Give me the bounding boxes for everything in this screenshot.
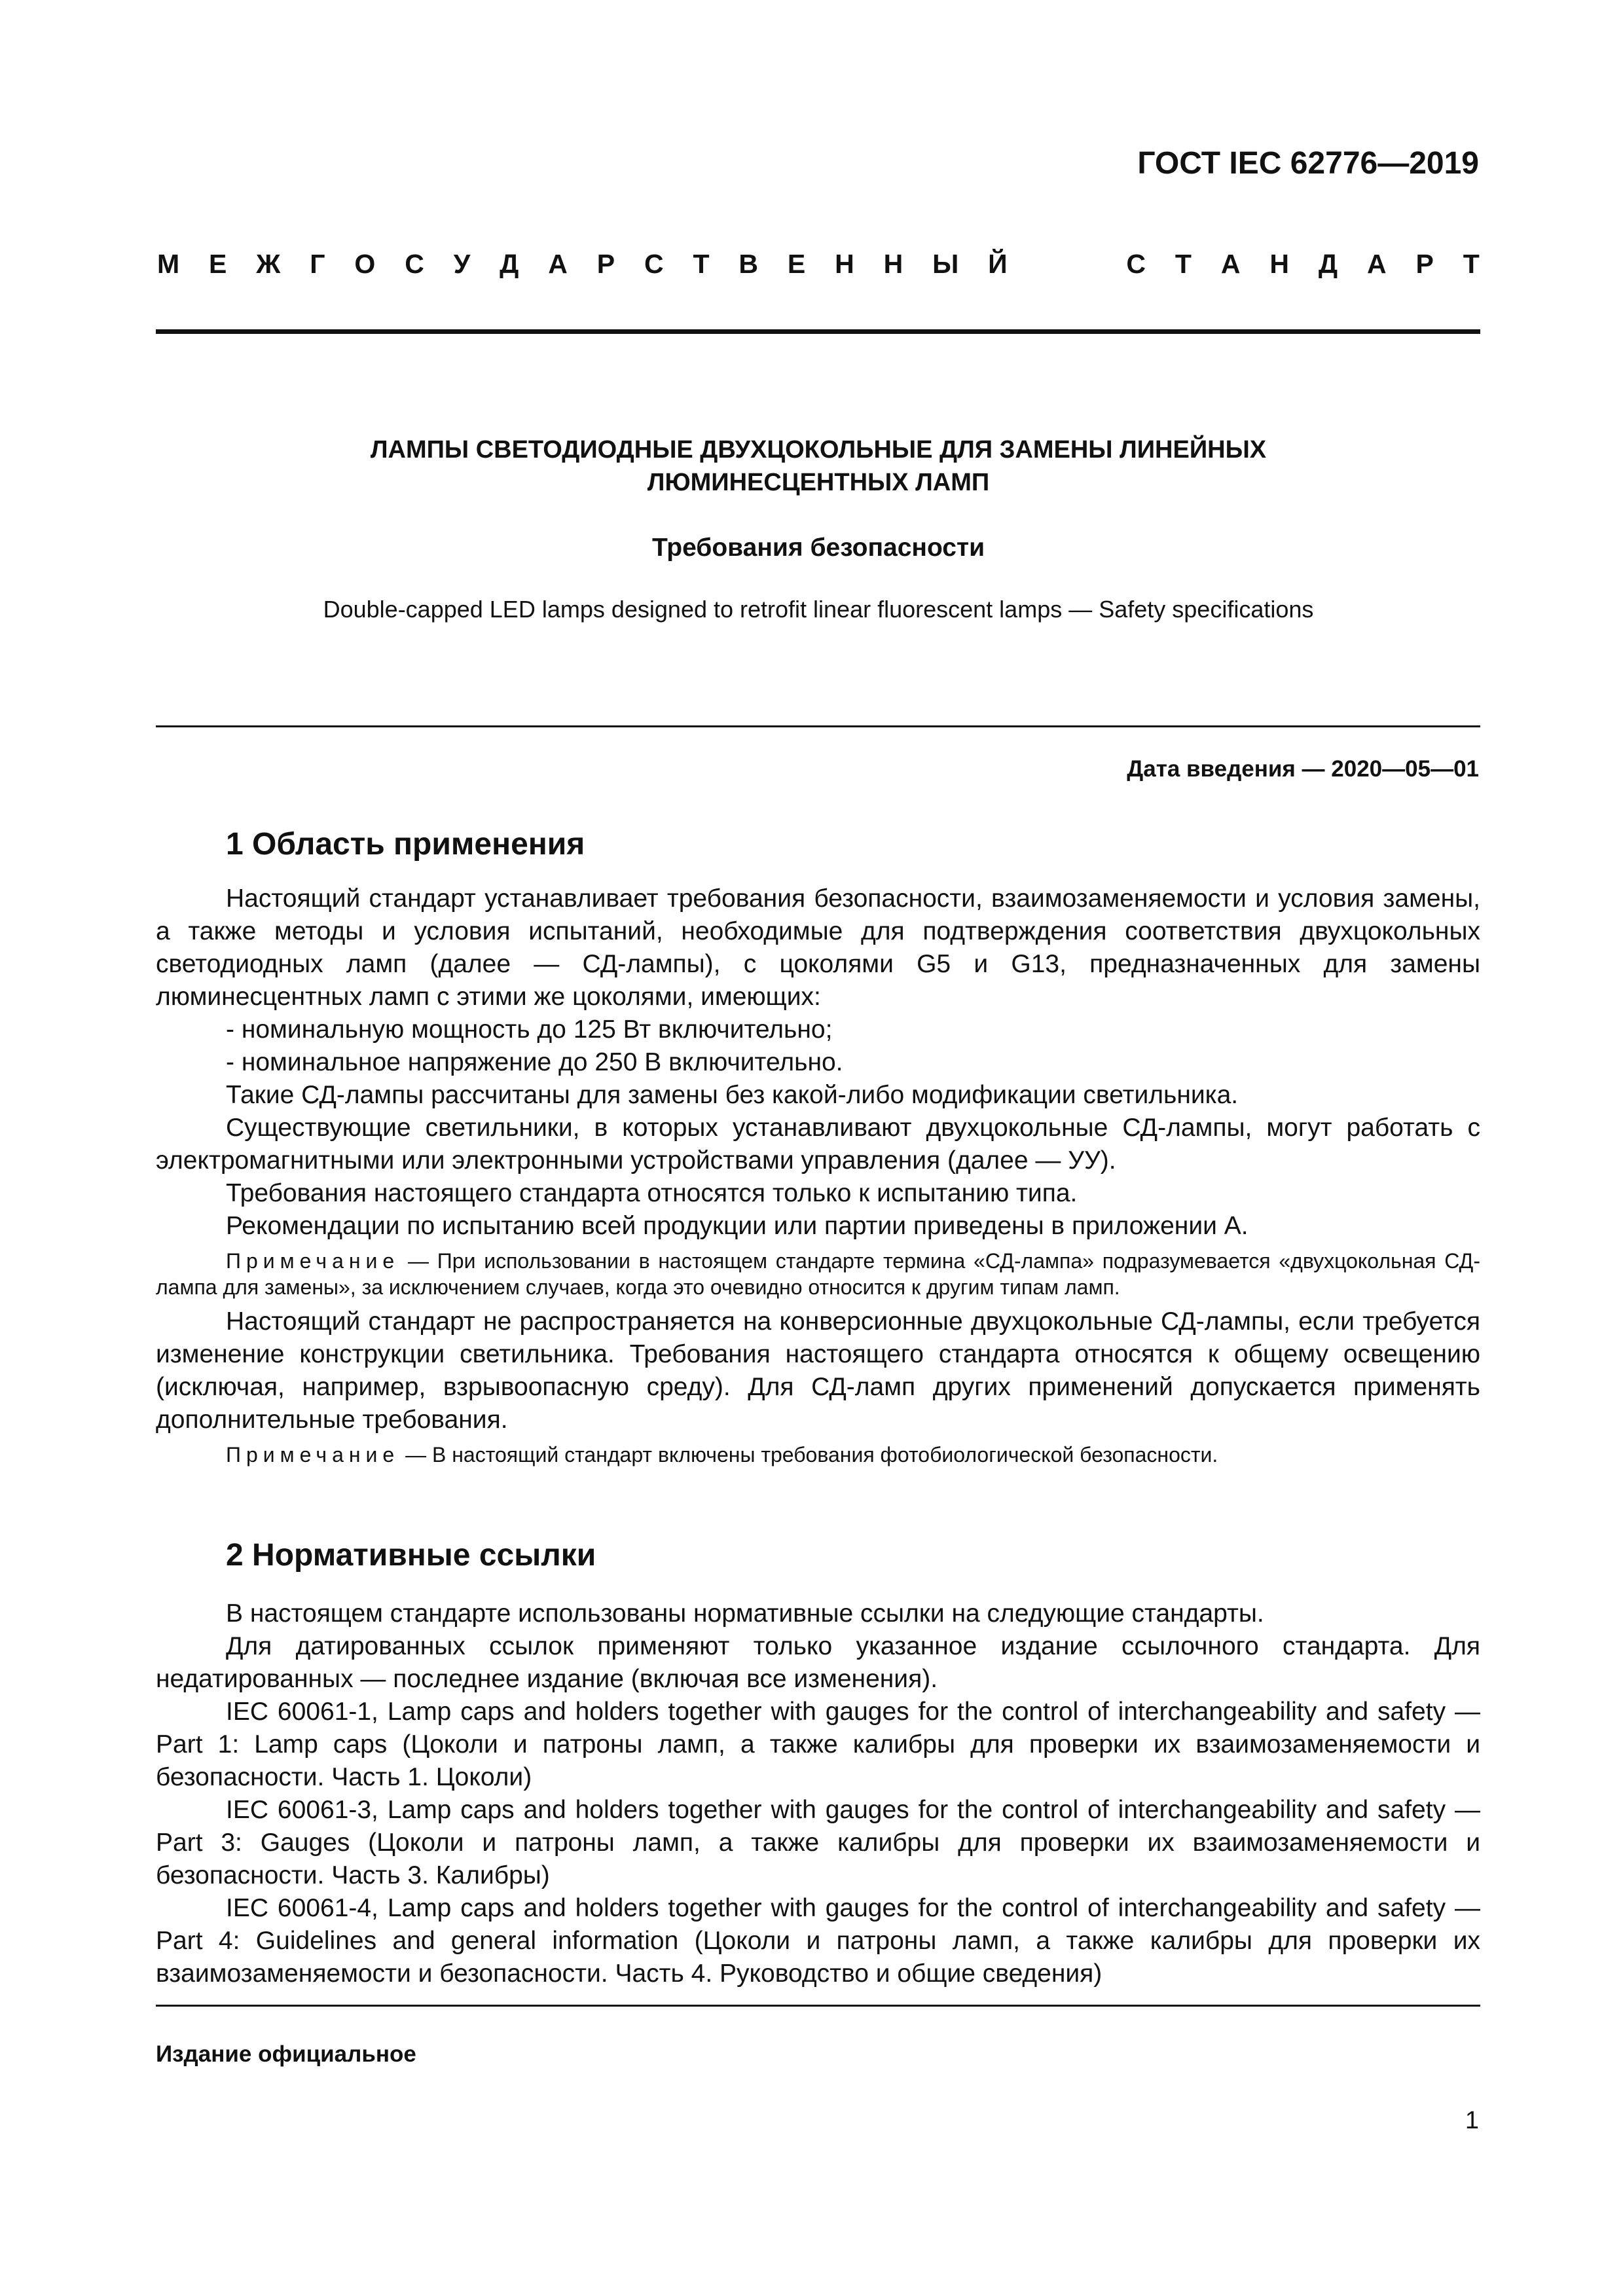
title-line-2: ЛЮМИНЕСЦЕНТНЫХ ЛАМП (647, 469, 990, 496)
footer-divider (156, 2005, 1480, 2007)
banner-letter: Т (693, 249, 710, 279)
header-divider (156, 329, 1480, 334)
banner-letter: Р (596, 249, 615, 279)
official-edition-label: Издание официальное (156, 2041, 416, 2067)
banner-letter: А (1366, 249, 1387, 279)
banner-letter: Ы (932, 249, 959, 279)
banner-letter: Й (988, 249, 1008, 279)
banner-spacer (1037, 249, 1097, 280)
english-title: Double-capped LED lamps designed to retrofit linear fluorescent lamps — Safety specifications (323, 596, 1314, 623)
paragraph: Требования настоящего стандарта относятся только к испытанию типа. (226, 1179, 1078, 1207)
banner-letter: Д (1318, 249, 1338, 279)
section-1-heading: 1 Область применения (226, 827, 585, 862)
note (156, 1248, 1480, 1300)
note (156, 1442, 1480, 1468)
document-title (157, 433, 1480, 499)
banner-letter: Е (787, 249, 806, 279)
section-1-body (156, 883, 1480, 1473)
reference-item: IEC 60061-4, Lamp caps and holders together with gauges for the control of interchangeability and safety — Part 4: Guidelines and general information (Цоколи и патроны ламп, а также калибры для проверки их взаимозаменяемости и безопасности. Часть 4. Руководство и общие сведения) (156, 1894, 1480, 1988)
banner-letter: С (1126, 249, 1146, 279)
section-2-heading: 2 Нормативные ссылки (226, 1538, 596, 1573)
reference-item: IEC 60061-1, Lamp caps and holders together with gauges for the control of interchangeability and safety — Part 1: Lamp caps (Цоколи и патроны ламп, а также калибры для проверки их взаимозаменяемости и безопасности. Часть 1. Цоколи) (156, 1698, 1480, 1791)
paragraph: Настоящий стандарт не распространяется на конверсионные двухцокольные СД-лампы, если требуется изменение конструкции светильника. Требования настоящего стандарта относятся к общему освещению (исключая, например, взрывоопасную среду). Для СД-ламп других применений допускается применять дополнительные требования. (156, 1307, 1480, 1434)
paragraph: Для датированных ссылок применяют только указанное издание ссылочного стандарта. Для недатированных — последнее издание (включая все изменения). (156, 1632, 1480, 1693)
title-line-1: ЛАМПЫ СВЕТОДИОДНЫЕ ДВУХЦОКОЛЬНЫЕ ДЛЯ ЗАМЕНЫ ЛИНЕЙНЫХ (370, 436, 1267, 464)
banner-letter: Н (1269, 249, 1289, 279)
banner-letter: А (548, 249, 568, 279)
note-text: — В настоящий стандарт включены требования фотобиологической безопасности. (399, 1443, 1218, 1467)
paragraph: Рекомендации по испытанию всей продукции или партии приведены в приложении А. (226, 1212, 1249, 1240)
banner-letter: Е (209, 249, 227, 279)
banner-letter: Н (835, 249, 854, 279)
note-label: Примечание (226, 1249, 400, 1273)
banner-letter: А (1220, 249, 1241, 279)
banner-letter: Р (1415, 249, 1434, 279)
banner-letter: С (644, 249, 664, 279)
document-subtitle: Требования безопасности (651, 534, 985, 562)
list-item: - номинальное напряжение до 250 В включительно. (226, 1048, 843, 1076)
page-number: 1 (1465, 2107, 1479, 2134)
title-divider (156, 725, 1480, 727)
document-code: ГОСТ IEC 62776—2019 (1137, 146, 1479, 181)
paragraph: Такие СД-лампы рассчитаны для замены без какой-либо модификации светильника. (226, 1081, 1239, 1109)
banner-letter: В (739, 249, 758, 279)
standard-type-banner (157, 249, 1480, 280)
note-label: Примечание (226, 1443, 400, 1467)
banner-letter: М (157, 249, 180, 279)
list-item: - номинальную мощность до 125 Вт включительно; (226, 1015, 833, 1044)
reference-item: IEC 60061-3, Lamp caps and holders together with gauges for the control of interchangeability and safety — Part 3: Gauges (Цоколи и патроны ламп, а также калибры для проверки их взаимозаменяемости и безопасности. Часть 3. Калибры) (156, 1796, 1480, 1889)
banner-letter: С (405, 249, 424, 279)
banner-letter: Г (310, 249, 325, 279)
banner-letter: Т (1463, 249, 1480, 279)
banner-letter: Д (500, 249, 519, 279)
note-text: — При использовании в настоящем стандарте термина «СД-лампа» подразумевается «двухцокольная СД-лампа для замены», за исключением случаев, когда это очевидно относится к другим типам ламп. (156, 1249, 1480, 1299)
banner-letter: Ж (256, 249, 281, 279)
banner-letter: О (354, 249, 376, 279)
banner-letter: Н (883, 249, 903, 279)
banner-letter: Т (1175, 249, 1192, 279)
paragraph: В настоящем стандарте использованы нормативные ссылки на следующие стандарты. (226, 1599, 1264, 1628)
introduction-date: Дата введения — 2020—05—01 (1127, 756, 1479, 782)
paragraph: Настоящий стандарт устанавливает требования безопасности, взаимозаменяемости и условия замены, а также методы и условия испытаний, необходимые для подтверждения соответствия двухцокольных светодиодных ламп (далее — СД-лампы), с цоколями G5 и G13, предназначенных для замены люминесцентных ламп с этими же цоколями, имеющих: (156, 884, 1480, 1011)
section-2-body (156, 1597, 1480, 1990)
banner-letter: У (453, 249, 471, 279)
paragraph: Существующие светильники, в которых устанавливают двухцокольные СД-лампы, могут работать с электромагнитными или электронными устройствами управления (далее — УУ). (156, 1114, 1480, 1175)
